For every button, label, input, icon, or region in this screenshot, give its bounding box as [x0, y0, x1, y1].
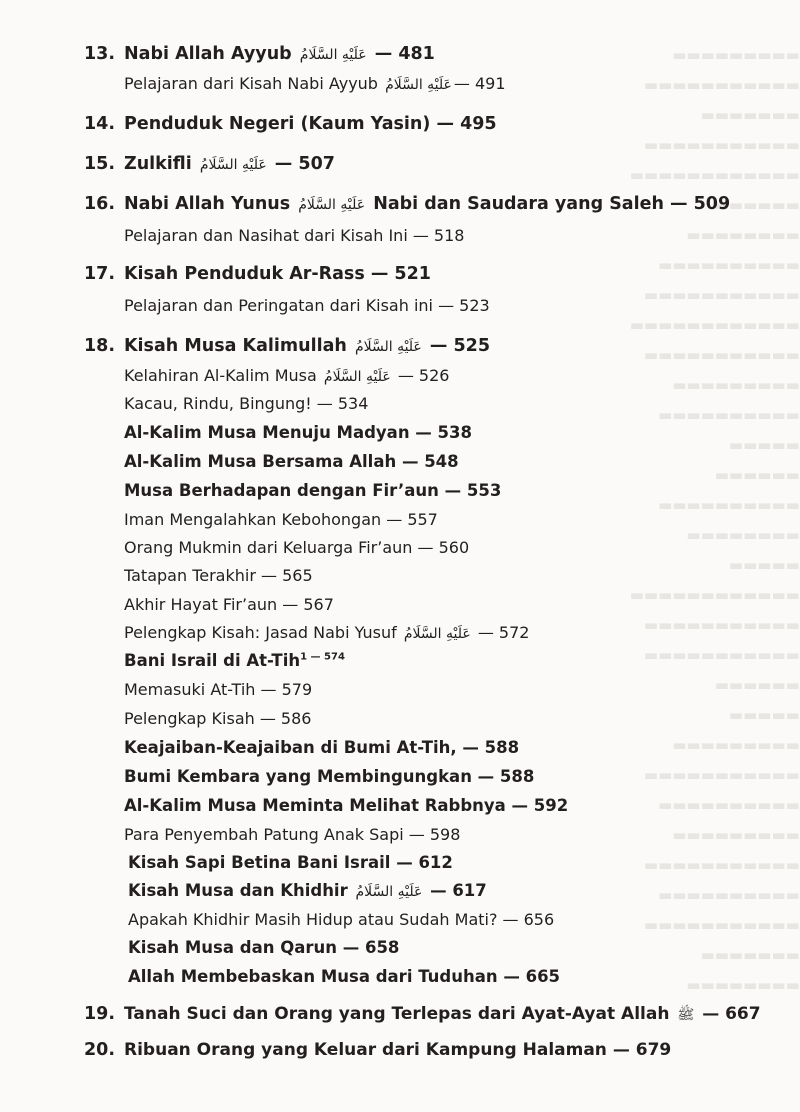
chapter-number: 14.: [84, 114, 116, 134]
bleed-through-decoration: ▬▬▬▬▬▬▬▬▬ ▬▬▬▬▬▬▬▬▬▬▬ ▬▬▬▬▬▬▬ ▬▬▬▬▬▬▬▬▬▬▬ ▬▬▬▬▬▬▬▬▬▬▬▬ ▬▬▬▬▬▬ ▬▬▬▬▬▬▬▬ ▬▬▬▬▬▬▬▬▬▬ ▬▬▬▬▬▬▬▬▬▬▬ ▬▬▬▬▬▬▬▬▬▬▬▬ ▬▬▬▬▬▬▬▬▬▬▬ ▬▬▬▬▬▬▬▬▬ ▬▬▬▬▬▬▬▬▬▬ ▬▬▬▬▬ ▬▬▬▬▬▬ ▬▬▬▬▬▬▬▬▬▬ ▬▬▬▬▬▬▬▬ ▬▬▬▬▬ ▬▬▬▬▬▬▬▬▬▬▬▬ ▬▬▬▬▬▬▬▬▬▬▬ ▬▬▬▬▬▬▬▬▬▬▬ ▬▬▬▬▬▬ ▬▬▬▬▬ ▬▬▬▬▬▬▬▬▬ ▬▬▬▬▬▬▬▬▬▬▬ ▬▬▬▬▬▬▬▬▬▬ ▬▬▬▬▬▬▬▬▬ ▬▬▬▬▬▬▬▬▬▬▬ ▬▬▬▬▬▬▬▬▬▬ ▬▬▬▬▬▬▬▬▬▬▬ ▬▬▬▬▬▬▬ ▬▬▬▬▬▬▬▬: [629, 46, 800, 994]
sallallahu-alaihi-wasallam-icon: ﷺ: [677, 1007, 695, 1023]
alaihissalam-calligraphy-icon: عَلَيْهِ السَّلَامُ: [323, 369, 391, 385]
chapter-number: 15.: [84, 154, 116, 174]
subentry-title: Pelajaran dari Kisah Nabi Ayyub عَلَيْهِ السَّلَامُ — 491: [124, 74, 506, 93]
subentry-title: Para Penyembah Patung Anak Sapi — 598: [124, 825, 461, 844]
footnote-marker: 1 — 574: [300, 651, 345, 663]
subentry-title: Iman Mengalahkan Kebohongan — 557: [124, 510, 438, 529]
chapter-number: 20.: [84, 1040, 116, 1060]
alaihissalam-calligraphy-icon: عَلَيْهِ السَّلَامُ: [199, 157, 267, 173]
subentry-title: Apakah Khidhir Masih Hidup atau Sudah Mati? — 656: [128, 910, 555, 929]
subentry-title: Kisah Musa dan Qarun — 658: [128, 938, 400, 957]
subentry-title: Pelengkap Kisah: Jasad Nabi Yusuf عَلَيْهِ السَّلَامُ — 572: [124, 623, 530, 642]
chapter-title: Nabi Allah Ayyub عَلَيْهِ السَّلَامُ — 481: [124, 44, 435, 64]
subentry-title: Kelahiran Al-Kalim Musa عَلَيْهِ السَّلَامُ — 526: [124, 366, 450, 385]
subentry-title: Kacau, Rindu, Bingung! — 534: [124, 394, 369, 413]
chapter-title: Kisah Musa Kalimullah عَلَيْهِ السَّلَامُ — 525: [124, 336, 491, 356]
chapter-title: Nabi Allah Yunus عَلَيْهِ السَّلَامُ Nabi dan Saudara yang Saleh — 509: [124, 194, 731, 214]
chapter-number: 17.: [84, 264, 116, 284]
subentry-title: Al-Kalim Musa Menuju Madyan — 538: [124, 423, 472, 442]
chapter-title: Zulkifli عَلَيْهِ السَّلَامُ — 507: [124, 154, 335, 174]
chapter-title: Penduduk Negeri (Kaum Yasin) — 495: [124, 114, 497, 134]
alaihissalam-calligraphy-icon: عَلَيْهِ السَّلَامُ: [403, 626, 471, 642]
subentry-title: Orang Mukmin dari Keluarga Fir’aun — 560: [124, 538, 470, 557]
subentry-title: Akhir Hayat Fir’aun — 567: [124, 595, 334, 614]
subentry-title: Musa Berhadapan dengan Fir’aun — 553: [124, 481, 502, 500]
subentry-title: Tatapan Terakhir — 565: [124, 566, 313, 585]
subentry-title: Kisah Musa dan Khidhir عَلَيْهِ السَّلَامُ — 617: [128, 881, 487, 900]
alaihissalam-calligraphy-icon: عَلَيْهِ السَّلَامُ: [298, 197, 366, 213]
subentry-title: Al-Kalim Musa Meminta Melihat Rabbnya — 592: [124, 796, 569, 815]
alaihissalam-calligraphy-icon: عَلَيْهِ السَّلَامُ: [354, 339, 422, 355]
subentry-title: Pelajaran dan Nasihat dari Kisah Ini — 518: [124, 226, 465, 245]
subentry-title: Al-Kalim Musa Bersama Allah — 548: [124, 452, 459, 471]
subentry-title: Bumi Kembara yang Membingungkan — 588: [124, 767, 535, 786]
chapter-title: Ribuan Orang yang Keluar dari Kampung Halaman — 679: [124, 1040, 672, 1060]
chapter-title: Tanah Suci dan Orang yang Terlepas dari Ayat-Ayat Allah ﷺ — 667: [124, 1004, 761, 1024]
alaihissalam-calligraphy-icon: عَلَيْهِ السَّلَامُ: [385, 77, 452, 93]
chapter-title: Kisah Penduduk Ar-Rass — 521: [124, 264, 431, 284]
chapter-number: 13.: [84, 44, 116, 64]
alaihissalam-calligraphy-icon: عَلَيْهِ السَّلَامُ: [355, 884, 423, 900]
subentry-title: Allah Membebaskan Musa dari Tuduhan — 665: [128, 967, 561, 986]
subentry-title: Keajaiban-Keajaiban di Bumi At-Tih, — 588: [124, 738, 520, 757]
alaihissalam-calligraphy-icon: عَلَيْهِ السَّلَامُ: [299, 47, 367, 63]
chapter-number: 19.: [84, 1004, 116, 1024]
chapter-number: 18.: [84, 336, 116, 356]
chapter-number: 16.: [84, 194, 116, 214]
subentry-title: Pelajaran dan Peringatan dari Kisah ini — 523: [124, 296, 490, 315]
subentry-title: Pelengkap Kisah — 586: [124, 709, 312, 728]
subentry-title: Memasuki At-Tih — 579: [124, 680, 313, 699]
subentry-title: Bani Israil di At-Tih$^{1 — 574}$: [124, 651, 345, 670]
subentry-title: Kisah Sapi Betina Bani Israil — 612: [128, 853, 453, 872]
